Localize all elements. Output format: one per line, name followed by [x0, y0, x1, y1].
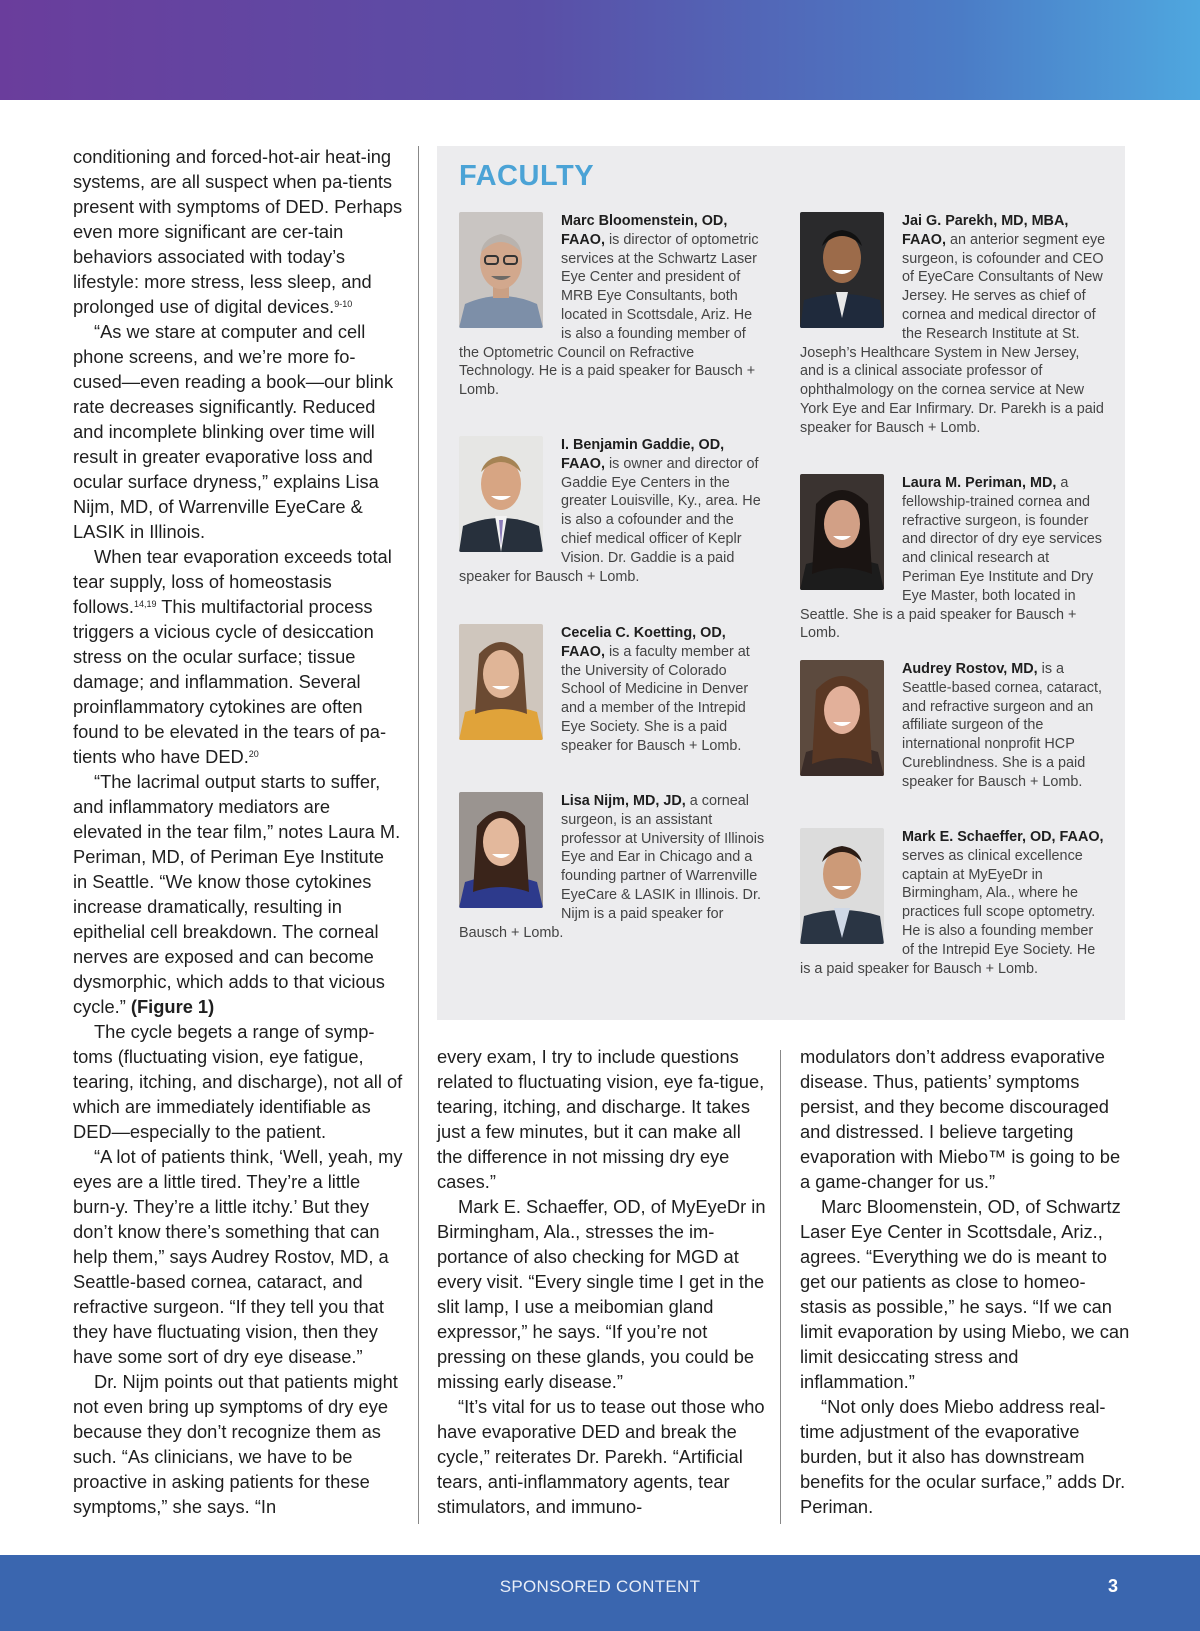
- paragraph: [73, 769, 403, 1019]
- faculty-name: Marc Bloomenstein, OD, FAAO,: [561, 213, 728, 248]
- article-column-1: [73, 144, 403, 1519]
- paragraph-text: This multifactorial process triggers a vicious cycle of desiccation stress on the ocular surface; tissue damage; and inflammation. Several proinflammatory cytokines are often found to be elevated in the tears of pa-tients who have DED.: [73, 596, 387, 767]
- headshot-photo: [800, 212, 884, 328]
- headshot-photo: [800, 828, 884, 944]
- paragraph: “As we stare at computer and cell phone screens, and we’re more fo-cused—even reading a book—our blink rate decreases significantly. Reduced and incomplete blinking over time will result in greater evaporative loss and ocular surface dryness,” explains Lisa Nijm, MD, of Warrenville EyeCare & LASIK in Illinois.: [73, 321, 394, 542]
- column-divider: [418, 146, 419, 1524]
- headshot-photo: [459, 436, 543, 552]
- headshot-photo: [459, 212, 543, 328]
- paragraph: [73, 144, 403, 319]
- faculty-name: Cecelia C. Koetting, OD, FAAO,: [561, 625, 726, 660]
- faculty-description: a fellowship-trained cornea and refractive surgeon, is founder and director of dry eye services and clinical research at Periman Eye Institute and Dry Eye Master, both located in Seattle. She is a paid speaker for Bausch + Lomb.: [800, 475, 1102, 642]
- reference-superscript: 14,19: [133, 599, 157, 609]
- paragraph: Dr. Nijm points out that patients might not even bring up symptoms of dry eye because they don’t recognize them as such. “As clinicians, we have to be proactive in asking patients for these symptoms,” she says. “In: [73, 1371, 398, 1517]
- reference-superscript: 20: [248, 749, 259, 759]
- faculty-description: is owner and director of Gaddie Eye Centers in the greater Louisville, Ky., area. He is also a cofounder and the chief medical officer of Keplr Vision. Dr. Gaddie is a paid speaker for Bausch + Lomb.: [459, 455, 761, 585]
- paragraph: every exam, I try to include questions related to fluctuating vision, eye fa-tigue, tearing, itching, and discharge. It takes just a few minutes, but it can make all the difference in not missing dry eye cases.”: [437, 1046, 765, 1192]
- paragraph: Marc Bloomenstein, OD, of Schwartz Laser Eye Center in Scottsdale, Ariz., agrees. “Everything we do is meant to get our patients as close to homeo-stasis as possible,” he says. “If we can limit evaporation by using Miebo, we can limit desiccating stress and inflammation.”: [800, 1196, 1130, 1392]
- figure-reference: (Figure 1): [130, 996, 215, 1017]
- faculty-heading: FACULTY: [459, 160, 595, 192]
- article-column-2: [437, 1044, 767, 1519]
- paragraph: Mark E. Schaeffer, OD, of MyEyeDr in Birmingham, Ala., stresses the im-portance of also checking for MGD at every visit. “Every single time I get in the slit lamp, I use a meibomian gland expressor,” he says. “If you’re not pressing on these glands, you could be missing early disease.”: [437, 1196, 766, 1392]
- headshot-photo: [800, 474, 884, 590]
- column-divider: [780, 1050, 781, 1524]
- faculty-panel: [437, 146, 1125, 1020]
- paragraph-text: conditioning and forced-hot-air heat-ing systems, are all suspect when pa-tients present with symptoms of DED. Perhaps even more significant are cer-tain behaviors associated with today’s lifestyle: more stress, less sleep, and prolonged use of digital devices.: [73, 146, 403, 317]
- reference-superscript: 9-10: [334, 299, 353, 309]
- faculty-description: a corneal surgeon, is an assistant professor at University of Illinois Eye and Ear in Chicago and a founding partner of Warrenville EyeCare & LASIK in Illinois. Dr. Nijm is a paid speaker for Bausch + Lomb.: [459, 793, 765, 941]
- faculty-name: Mark E. Schaeffer, OD, FAAO,: [902, 829, 1104, 845]
- faculty-description: an anterior segment eye surgeon, is cofounder and CEO of EyeCare Consultants of New Jersey. He serves as chief of cornea and medical director of the Research Institute at St. Joseph’s Healthcare System in New Jersey, and is a clinical associate professor of ophthalmology on the cornea service at New York Eye and Ear Infirmary. Dr. Parekh is a paid speaker for Bausch + Lomb.: [800, 231, 1106, 436]
- faculty-bio: [459, 792, 765, 942]
- sponsored-content-label: SPONSORED CONTENT: [499, 1577, 701, 1596]
- faculty-bio: [459, 212, 765, 400]
- faculty-name: Audrey Rostov, MD,: [902, 661, 1038, 677]
- faculty-description: is a faculty member at the University of Colorado School of Medicine in Denver and a member of the Intrepid Eye Society. She is a paid speaker for Bausch + Lomb.: [561, 643, 750, 754]
- faculty-bio: [459, 436, 765, 586]
- faculty-bio: [800, 660, 1106, 792]
- faculty-bio: [459, 624, 765, 756]
- paragraph-text: When tear evaporation exceeds total tear supply, loss of homeostasis follows.: [73, 546, 392, 617]
- header-gradient-bar: [0, 0, 1200, 100]
- paragraph: [73, 544, 403, 769]
- faculty-description: serves as clinical excellence captain at MyEyeDr in Birmingham, Ala., where he practices full scope optometry. He is also a founding member of the Intrepid Eye Society. He is a paid speaker for Bausch + Lomb.: [800, 847, 1096, 977]
- faculty-bio: [800, 212, 1106, 438]
- paragraph: “It’s vital for us to tease out those who have evaporative DED and break the cycle,” reiterates Dr. Parekh. “Artificial tears, anti-inflammatory agents, tear stimulators, and immuno-: [437, 1396, 765, 1517]
- paragraph-text: “The lacrimal output starts to suffer, and inflammatory mediators are elevated in the tear film,” notes Laura M. Periman, MD, of Periman Eye Institute in Seattle. “We know those cytokines increase dramatically, resulting in epithelial cell breakdown. The corneal nerves are exposed and can become dysmorphic, which adds to that vicious cycle.”: [73, 771, 401, 1017]
- faculty-bio: [800, 474, 1106, 643]
- page-number: 3: [1108, 1576, 1119, 1596]
- headshot-photo: [800, 660, 884, 776]
- faculty-name: I. Benjamin Gaddie, OD, FAAO,: [561, 437, 725, 472]
- article-column-3: [800, 1044, 1130, 1519]
- paragraph: “A lot of patients think, ‘Well, yeah, my eyes are a little tired. They’re a little burn-y. They’re a little itchy.’ But they don’t know there’s something that can help them,” says Audrey Rostov, MD, a Seattle-based cornea, cataract, and refractive surgeon. “If they tell you that they have fluctuating vision, then they have some sort of dry eye disease.”: [73, 1146, 403, 1367]
- faculty-description: is director of optometric services at the Schwartz Laser Eye Center and president of MRB Eye Consultants, both located in Scottsdale, Ariz. He is also a founding member of the Optometric Council on Refractive Technology. He is a paid speaker for Bausch + Lomb.: [459, 231, 759, 399]
- faculty-name: Lisa Nijm, MD, JD,: [561, 793, 686, 809]
- paragraph: “Not only does Miebo address real-time adjustment of the evaporative burden, but it also has downstream benefits for the ocular surface,” adds Dr. Periman.: [800, 1396, 1126, 1517]
- faculty-name: Jai G. Parekh, MD, MBA, FAAO,: [902, 213, 1069, 248]
- faculty-bio: [800, 828, 1106, 978]
- headshot-photo: [459, 624, 543, 740]
- paragraph: The cycle begets a range of symp-toms (fluctuating vision, eye fatigue, tearing, itching, and discharge), not all of which are immediately identifiable as DED—especially to the patient.: [73, 1021, 403, 1142]
- faculty-name: Laura M. Periman, MD,: [902, 475, 1057, 491]
- headshot-photo: [459, 792, 543, 908]
- paragraph: modulators don’t address evaporative disease. Thus, patients’ symptoms persist, and they become discouraged and distressed. I believe targeting evaporation with Miebo™ is going to be a game-changer for us.”: [800, 1046, 1121, 1192]
- faculty-description: is a Seattle-based cornea, cataract, and refractive surgeon and an affiliate surgeon of the international nonprofit HCP Cureblindness. She is a paid speaker for Bausch + Lomb.: [902, 661, 1102, 790]
